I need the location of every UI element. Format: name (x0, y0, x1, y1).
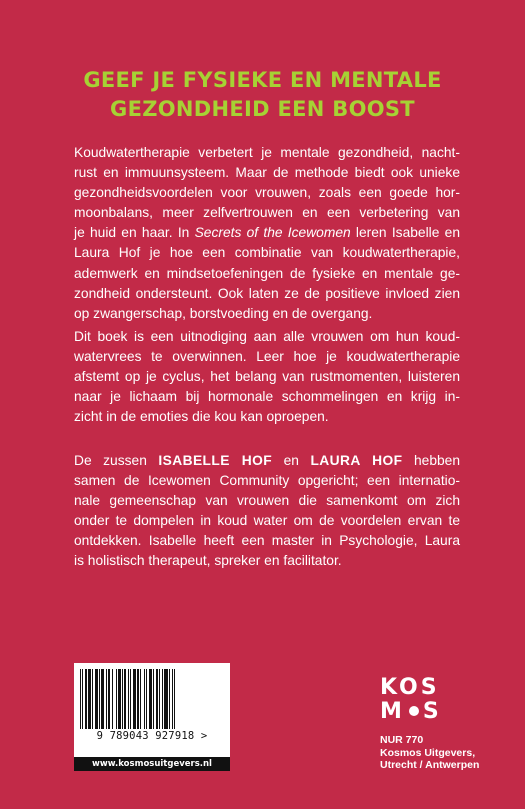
logo-letter: M (380, 699, 405, 724)
isbn-number: 9 789043 927918 > (96, 730, 208, 742)
publisher-url: www.kosmosuitgevers.nl (74, 757, 230, 771)
text-segment: hebben (402, 453, 461, 468)
text-line: samen de Icewomen Community opgericht; een internatio- (74, 473, 460, 489)
text-segment: en (272, 453, 311, 468)
text-line: onder te dompelen in koud water om de voordelen ervan te (74, 513, 460, 529)
text-line: nale gemeenschap van vrouwen die samenkomt om zich (74, 493, 460, 509)
text-line: Dit boek is een uitnodiging aan alle vrouwen om hun koud- (74, 329, 460, 344)
text-line: op zwangerschap, borstvoeding en de overgang. (74, 305, 373, 321)
barcode-bars (80, 669, 224, 729)
text-line: ademwerk en mindsetoefeningen de fysieke en mentale ge- (74, 265, 460, 281)
text-line: Koudwatertherapie verbetert je mentale gezondheid, nacht- (74, 145, 460, 160)
text-segment: De zussen (74, 453, 159, 468)
kosmos-logo (380, 676, 450, 724)
text-line (74, 451, 460, 471)
nur-code: NUR 770 (380, 734, 424, 746)
text-segment: leren Isabelle en (350, 225, 460, 241)
blurb-paragraph-1 (74, 143, 460, 324)
text-line: zondheid ondersteunt. Ook laten ze de positieve invloed zien (74, 285, 460, 301)
text-segment: je huid en haar. (74, 225, 173, 241)
blurb-paragraph-2 (74, 327, 460, 427)
text-segment: In (177, 225, 195, 241)
headline (0, 66, 525, 124)
isbn-barcode (74, 663, 230, 757)
headline-line-2: GEZONDHEID EEN BOOST (110, 97, 415, 121)
publisher-name: Kosmos Uitgevers, (380, 746, 476, 759)
barcode-bar (175, 669, 177, 729)
author-name-isabelle: ISABELLE HOF (158, 453, 273, 468)
logo-top: KOS (380, 675, 440, 700)
text-line: Laura Hof je hoe een combinatie van koudwatertherapie, (74, 245, 460, 261)
publisher-location: Utrecht / Antwerpen (380, 759, 480, 771)
publisher-info (380, 734, 479, 772)
text-line: rust en immuunsysteem. Maar de methode biedt ook unieke (74, 165, 460, 181)
logo-bottom (380, 700, 450, 724)
text-line: zicht in de emoties die kou kan oproepen. (74, 409, 329, 425)
headline-line-1: GEEF JE FYSIEKE EN MENTALE (83, 68, 442, 92)
text-line: naar je lichaam bij hormonale schommelingen en krijg in- (74, 389, 460, 405)
author-name-laura: LAURA HOF (310, 453, 403, 468)
book-title: Secrets of the Icewomen (194, 225, 351, 241)
text-line: watervrees te overwinnen. Leer hoe je koudwatertherapie (74, 349, 460, 365)
logo-letter: S (422, 699, 442, 724)
logo-dot-icon (409, 706, 419, 716)
text-line: afstemt op je cyclus, het belang van rustmomenten, luisteren (74, 369, 460, 385)
text-line: gezondheidsvoordelen voor vrouwen, zoals een goede hor- (74, 185, 460, 201)
text-line (74, 223, 460, 243)
author-bio (74, 451, 460, 572)
text-line: moonbalans, meer zelfvertrouwen en een verbetering van (74, 205, 460, 221)
text-line: is holistisch therapeut, spreker en facilitator. (74, 553, 342, 569)
text-line: ontdekken. Isabelle heeft een master in Psychologie, Laura (74, 533, 460, 549)
